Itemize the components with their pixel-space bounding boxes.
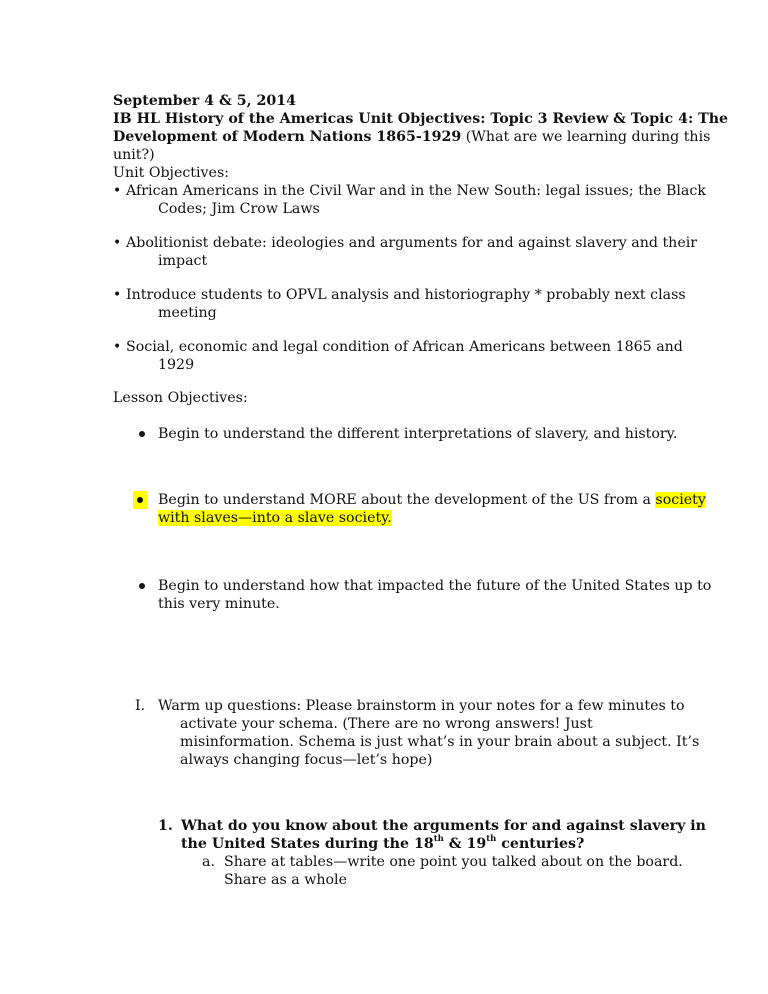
question1-line2 bbox=[181, 835, 584, 853]
lesson-objectives-heading: Lesson Objectives: bbox=[113, 390, 248, 406]
ordinal-suffix: th bbox=[486, 834, 497, 845]
sub-item-line2: Share as a whole bbox=[224, 872, 347, 888]
warmup-line1: Warm up questions: Please brainstorm in your notes for a few minutes to bbox=[158, 698, 685, 714]
lesson-objective-2-line1 bbox=[158, 491, 706, 509]
unit-title-note: (What are we learning during this bbox=[461, 129, 711, 145]
bullet-dot-icon bbox=[139, 583, 145, 589]
question1-text-b: & 19 bbox=[443, 836, 487, 852]
unit-objective-3-line2: meeting bbox=[158, 305, 217, 321]
unit-title-line3: unit?) bbox=[113, 147, 155, 163]
unit-title-line2 bbox=[113, 128, 710, 146]
unit-title-line1: IB HL History of the Americas Unit Objectives: Topic 3 Review & Topic 4: The bbox=[113, 111, 729, 127]
lesson-objective-3-line2: this very minute. bbox=[158, 596, 280, 612]
unit-objectives-heading: Unit Objectives: bbox=[113, 165, 230, 181]
sub-item-letter: a. bbox=[202, 854, 215, 870]
highlighted-text: with slaves—into a slave society. bbox=[158, 510, 392, 526]
unit-objective-1-line1: African Americans in the Civil War and in the New South: legal issues; the Black bbox=[126, 183, 706, 199]
lesson-objective-2-line2 bbox=[158, 509, 392, 527]
question-number: 1. bbox=[158, 818, 173, 834]
bullet-dot-icon bbox=[137, 497, 143, 503]
warmup-line4: always changing focus—let’s hope) bbox=[180, 752, 433, 768]
ordinal-suffix: th bbox=[433, 834, 444, 845]
question1-text-c: centuries? bbox=[496, 836, 585, 852]
warmup-line2: activate your schema. (There are no wrong answers! Just bbox=[180, 716, 593, 732]
question1-line1: What do you know about the arguments for and against slavery in bbox=[181, 818, 706, 834]
warmup-line3: misinformation. Schema is just what’s in your brain about a subject. It’s bbox=[180, 734, 700, 750]
unit-title-bold: Development of Modern Nations 1865-1929 bbox=[113, 129, 462, 145]
lesson-objective-3-line1: Begin to understand how that impacted the future of the United States up to bbox=[158, 578, 712, 594]
section-numeral: I. bbox=[135, 698, 146, 714]
unit-objective-3-line1: Introduce students to OPVL analysis and historiography * probably next class bbox=[126, 287, 686, 303]
bullet-icon: • bbox=[113, 287, 122, 303]
bullet-icon: • bbox=[113, 235, 122, 251]
unit-objective-4-line2: 1929 bbox=[158, 357, 195, 373]
bullet-dot-icon bbox=[139, 431, 145, 437]
bullet-icon: • bbox=[113, 339, 122, 355]
lesson-objective-1: Begin to understand the different interpretations of slavery, and history. bbox=[158, 426, 678, 442]
question1-text-a: the United States during the 18 bbox=[181, 836, 434, 852]
highlighted-text: society bbox=[655, 492, 706, 508]
unit-objective-1-line2: Codes; Jim Crow Laws bbox=[158, 201, 320, 217]
lesson-objective-2-text: Begin to understand MORE about the development of the US from a bbox=[158, 492, 656, 508]
sub-item-line1: Share at tables—write one point you talked about on the board. bbox=[224, 854, 683, 870]
unit-objective-2-line1: Abolitionist debate: ideologies and arguments for and against slavery and their bbox=[126, 235, 698, 251]
date-heading: September 4 & 5, 2014 bbox=[113, 93, 296, 109]
bullet-icon: • bbox=[113, 183, 122, 199]
unit-objective-4-line1: Social, economic and legal condition of African Americans between 1865 and bbox=[126, 339, 683, 355]
unit-objective-2-line2: impact bbox=[158, 253, 208, 269]
